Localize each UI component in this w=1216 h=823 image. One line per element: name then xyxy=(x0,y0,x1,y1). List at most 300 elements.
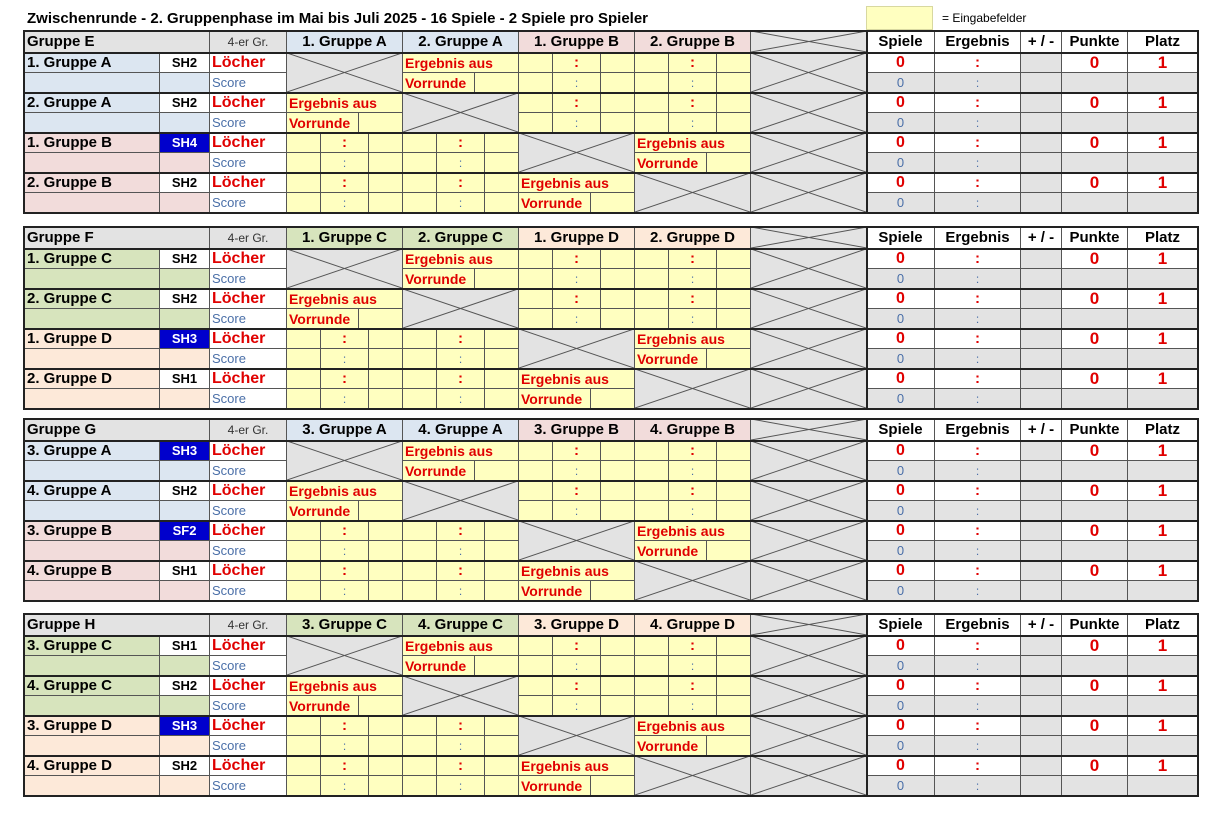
group-1-player-2-holes-colon[interactable]: : xyxy=(437,329,485,349)
group-2-player-1-score-input[interactable] xyxy=(601,481,635,501)
group-2-player-0-score-input[interactable] xyxy=(601,441,635,461)
group-1-player-0-score-colon[interactable]: : xyxy=(553,269,601,289)
group-2-player-2-score-input[interactable] xyxy=(403,521,437,541)
group-0-player-2-holes-colon[interactable]: : xyxy=(321,133,369,153)
group-3-player-2-score-input[interactable] xyxy=(287,716,321,736)
group-3-player-0-holes-colon[interactable]: : xyxy=(669,636,717,656)
group-3-player-2-badge-sub xyxy=(160,736,210,756)
group-2-player-3-score-input[interactable] xyxy=(369,561,403,581)
group-0-player-1-platz-sub xyxy=(1128,113,1198,133)
group-2-player-1-plusminus-value xyxy=(1021,481,1062,501)
group-2-player-0-spiele-value: 0 xyxy=(867,441,935,461)
group-0-player-3-holes-colon[interactable]: : xyxy=(437,173,485,193)
group-1-player-3-score-input[interactable] xyxy=(369,369,403,389)
group-2-player-2-prev-result: Ergebnis aus xyxy=(635,521,751,541)
group-3-player-3-holes-colon[interactable]: : xyxy=(437,756,485,776)
group-0-player-3-ergebnis-value: : xyxy=(935,173,1021,193)
group-2-player-2-score-colon[interactable]: : xyxy=(437,541,485,561)
group-1-player-2-score-input[interactable] xyxy=(369,349,403,369)
group-0-player-3-score-input[interactable] xyxy=(369,173,403,193)
group-0-player-1-score-input[interactable] xyxy=(601,113,635,133)
group-1-player-0-score-input[interactable] xyxy=(717,269,751,289)
group-3-player-1-platz-value: 1 xyxy=(1128,676,1198,696)
group-2-player-0-prev-input[interactable] xyxy=(475,461,519,481)
group-1-player-0-holes-colon[interactable]: : xyxy=(669,249,717,269)
group-3-player-0-score-input[interactable] xyxy=(635,656,669,676)
group-2-player-2-punkte-sub xyxy=(1062,541,1128,561)
group-3-player-1-holes-colon[interactable]: : xyxy=(669,676,717,696)
group-2-player-0-score-input[interactable] xyxy=(635,461,669,481)
group-2-player-3-holes-colon[interactable]: : xyxy=(437,561,485,581)
group-0-player-2-score-colon[interactable]: : xyxy=(321,153,369,173)
group-0-player-1-score-colon[interactable]: : xyxy=(669,113,717,133)
group-0-player-2-ergebnis-value: : xyxy=(935,133,1021,153)
group-0-player-1-score-input[interactable] xyxy=(519,93,553,113)
group-2-player-0-holes-colon[interactable]: : xyxy=(669,441,717,461)
group-0-player-2-score-colon[interactable]: : xyxy=(437,153,485,173)
group-0-player-3-score-input[interactable] xyxy=(369,193,403,213)
group-3-player-0-prev-input[interactable] xyxy=(475,656,519,676)
group-3-player-1-score-input[interactable] xyxy=(635,676,669,696)
group-2-player-0-score-input[interactable] xyxy=(717,441,751,461)
group-1-player-0-holes-colon[interactable]: : xyxy=(553,249,601,269)
group-0-player-1-score-input[interactable] xyxy=(717,113,751,133)
group-2-player-3-holes-colon[interactable]: : xyxy=(321,561,369,581)
group-3-player-3-score-input[interactable] xyxy=(485,776,519,796)
group-3-player-1-score-input[interactable] xyxy=(519,676,553,696)
group-3-player-2-holes-colon[interactable]: : xyxy=(437,716,485,736)
group-3-player-1-ergebnis-score: : xyxy=(935,696,1021,716)
group-2-player-3-score-input[interactable] xyxy=(403,561,437,581)
group-0-player-1-score-colon[interactable]: : xyxy=(553,113,601,133)
group-0-player-0-score-input[interactable] xyxy=(601,73,635,93)
group-0-player-1-empty-cross-icon xyxy=(751,93,866,132)
group-2-player-2-score-input[interactable] xyxy=(287,521,321,541)
group-2-player-2-score-input[interactable] xyxy=(369,541,403,561)
group-1-player-0-score-input[interactable] xyxy=(717,249,751,269)
group-0-player-1-cross-icon xyxy=(403,93,518,132)
group-1-player-1-score-input[interactable] xyxy=(717,289,751,309)
group-1-player-1-score-colon[interactable]: : xyxy=(669,309,717,329)
group-1-player-2-prev-result: Ergebnis aus xyxy=(635,329,751,349)
group-1-player-0-score-input[interactable] xyxy=(601,269,635,289)
group-3-player-0-score-input[interactable] xyxy=(635,636,669,656)
group-1-player-3-score-label: Score xyxy=(210,389,287,409)
group-1-player-2-score-input[interactable] xyxy=(485,329,519,349)
group-2-player-3-prev-result-sub: Vorrunde xyxy=(519,581,591,601)
group-3-player-1-holes-colon[interactable]: : xyxy=(553,676,601,696)
group-2-player-1-score-input[interactable] xyxy=(717,481,751,501)
group-1-player-2-score-label: Score xyxy=(210,349,287,369)
group-1-punkte-header: Punkte xyxy=(1062,227,1128,249)
group-0-player-3-score-colon[interactable]: : xyxy=(321,193,369,213)
group-0-player-3-prev-input[interactable] xyxy=(591,193,635,213)
group-1-player-1-score-input[interactable] xyxy=(601,309,635,329)
group-1-player-3-score-input[interactable] xyxy=(287,389,321,409)
group-3-player-0-score-colon[interactable]: : xyxy=(669,656,717,676)
group-2-player-2-spiele-value: 0 xyxy=(867,521,935,541)
group-2-player-1-score-input[interactable] xyxy=(717,501,751,521)
group-3-player-2-ergebnis-score: : xyxy=(935,736,1021,756)
group-2-player-2-plusminus-value xyxy=(1021,521,1062,541)
group-2-player-2-score-input[interactable] xyxy=(485,541,519,561)
group-3-player-3-holes-colon[interactable]: : xyxy=(321,756,369,776)
group-2-player-0-score-input[interactable] xyxy=(519,461,553,481)
group-0-player-2-ergebnis-score: : xyxy=(935,153,1021,173)
group-1-player-1-score-colon[interactable]: : xyxy=(553,309,601,329)
group-2-player-2-holes-colon[interactable]: : xyxy=(321,521,369,541)
group-0-player-2-plusminus-value xyxy=(1021,133,1062,153)
group-1-player-3-score-input[interactable] xyxy=(287,369,321,389)
group-3-player-3-punkte-sub xyxy=(1062,776,1128,796)
group-0-player-0-spiele-value: 0 xyxy=(867,53,935,73)
group-2-player-3-spiele-value: 0 xyxy=(867,561,935,581)
group-0-player-2-score-input[interactable] xyxy=(403,133,437,153)
group-0-player-1-score-input[interactable] xyxy=(635,93,669,113)
group-2-player-0-platz-sub xyxy=(1128,461,1198,481)
group-1-player-1-score-input[interactable] xyxy=(519,289,553,309)
group-2-player-2-score-input[interactable] xyxy=(485,521,519,541)
group-1-player-3-holes-colon[interactable]: : xyxy=(437,369,485,389)
group-0-player-3-name: 2. Gruppe B xyxy=(24,173,160,193)
group-1-player-1-score-input[interactable] xyxy=(519,309,553,329)
group-1-player-0-prev-input[interactable] xyxy=(475,269,519,289)
group-3-player-2-score-input[interactable] xyxy=(403,716,437,736)
group-3-player-0-score-input[interactable] xyxy=(717,636,751,656)
group-3-player-3-score-input[interactable] xyxy=(485,756,519,776)
group-1-player-3-holes-colon[interactable]: : xyxy=(321,369,369,389)
group-0-col-header: 2. Gruppe B xyxy=(635,31,751,53)
group-3-player-2-holes-colon[interactable]: : xyxy=(321,716,369,736)
group-2-player-2-score-input[interactable] xyxy=(287,541,321,561)
group-3-player-1-score-colon[interactable]: : xyxy=(553,696,601,716)
group-1-player-3-score-input[interactable] xyxy=(403,369,437,389)
group-3-player-3-platz-sub xyxy=(1128,776,1198,796)
group-2-player-0-score-input[interactable] xyxy=(717,461,751,481)
group-1-player-1-score-input[interactable] xyxy=(601,289,635,309)
group-2-player-3-score-colon[interactable]: : xyxy=(437,581,485,601)
group-1-player-3-platz-sub xyxy=(1128,389,1198,409)
group-0-player-1-score-input[interactable] xyxy=(519,113,553,133)
group-2-player-2-holes-colon[interactable]: : xyxy=(437,521,485,541)
group-1-player-0-score-input[interactable] xyxy=(635,269,669,289)
group-1-player-1-holes-colon[interactable]: : xyxy=(669,289,717,309)
group-0-player-2-score-input[interactable] xyxy=(485,133,519,153)
group-0-player-2-spiele-value: 0 xyxy=(867,133,935,153)
group-3-player-2-prev-input[interactable] xyxy=(707,736,751,756)
group-0-player-1-holes-colon[interactable]: : xyxy=(553,93,601,113)
group-0-player-0-holes-colon[interactable]: : xyxy=(553,53,601,73)
group-0-player-2-score-input[interactable] xyxy=(485,153,519,173)
group-2-player-2-score-input[interactable] xyxy=(369,521,403,541)
group-0-player-3-score-input[interactable] xyxy=(485,193,519,213)
group-1-player-0-score-input[interactable] xyxy=(519,269,553,289)
group-2-player-1-score-colon[interactable]: : xyxy=(669,501,717,521)
group-3-player-0-holes-colon[interactable]: : xyxy=(553,636,601,656)
group-0-player-0-score-input[interactable] xyxy=(601,53,635,73)
group-3-player-0-score-input[interactable] xyxy=(519,656,553,676)
group-3-player-3-locher-label: Löcher xyxy=(210,756,287,776)
group-0-player-0-score-input[interactable] xyxy=(519,73,553,93)
group-3-player-3-prev-input[interactable] xyxy=(591,776,635,796)
group-3-player-3-score-input[interactable] xyxy=(369,776,403,796)
group-3-player-3-score-colon[interactable]: : xyxy=(321,776,369,796)
group-2-player-1-ergebnis-value: : xyxy=(935,481,1021,501)
group-1-player-1-platz-sub xyxy=(1128,309,1198,329)
group-2-player-2-spiele-score: 0 xyxy=(867,541,935,561)
group-3-player-1-prev-input[interactable] xyxy=(359,696,403,716)
group-0-player-1-ergebnis-value: : xyxy=(935,93,1021,113)
group-0-player-0-score-input[interactable] xyxy=(717,73,751,93)
group-1-player-2-score-input[interactable] xyxy=(403,329,437,349)
group-2-player-1-prev-result-sub: Vorrunde xyxy=(287,501,359,521)
group-3-player-0-score-colon[interactable]: : xyxy=(553,656,601,676)
group-2-col-header: 3. Gruppe B xyxy=(519,419,635,441)
group-0-player-1-score-input[interactable] xyxy=(717,93,751,113)
group-2-player-0-holes-colon[interactable]: : xyxy=(553,441,601,461)
group-2-player-0-score-input[interactable] xyxy=(635,441,669,461)
group-0-player-1-spiele-score: 0 xyxy=(867,113,935,133)
group-2-player-1-plusminus-score xyxy=(1021,501,1062,521)
group-3-player-2-score-input[interactable] xyxy=(485,716,519,736)
group-0-player-2-empty-cross-icon xyxy=(751,133,866,172)
group-0-player-1-prev-input[interactable] xyxy=(359,113,403,133)
group-1-player-3-score-input[interactable] xyxy=(485,389,519,409)
group-0-player-1-holes-colon[interactable]: : xyxy=(669,93,717,113)
group-1-player-2-score-input[interactable] xyxy=(287,349,321,369)
group-1-player-1-empty-cross-icon xyxy=(751,289,866,328)
group-3-player-3-score-input[interactable] xyxy=(403,756,437,776)
group-1-player-0-score-input[interactable] xyxy=(635,249,669,269)
group-0-player-1-platz-value: 1 xyxy=(1128,93,1198,113)
group-3-player-2-score-colon[interactable]: : xyxy=(321,736,369,756)
group-3-player-0-score-label: Score xyxy=(210,656,287,676)
group-2-player-3-score-colon[interactable]: : xyxy=(321,581,369,601)
group-3-player-1-score-input[interactable] xyxy=(635,696,669,716)
group-2-player-1-score-input[interactable] xyxy=(519,501,553,521)
group-3-player-1-punkte-sub xyxy=(1062,696,1128,716)
group-0-player-2-score-input[interactable] xyxy=(403,153,437,173)
group-2-player-0-punkte-value: 0 xyxy=(1062,441,1128,461)
group-1-player-0-score-colon[interactable]: : xyxy=(669,269,717,289)
group-0-player-0-holes-colon[interactable]: : xyxy=(669,53,717,73)
group-2-player-2-name: 3. Gruppe B xyxy=(24,521,160,541)
group-1-player-3-score-input[interactable] xyxy=(369,389,403,409)
group-0-player-3-score-input[interactable] xyxy=(287,173,321,193)
group-3-player-3-score-input[interactable] xyxy=(287,776,321,796)
group-3-player-2-score-colon[interactable]: : xyxy=(437,736,485,756)
group-3-player-2-score-input[interactable] xyxy=(369,716,403,736)
group-1-player-3-prev-input[interactable] xyxy=(591,389,635,409)
group-1-player-2-score-input[interactable] xyxy=(369,329,403,349)
group-0-col-header: 1. Gruppe A xyxy=(287,31,403,53)
group-1-player-1-ergebnis-score: : xyxy=(935,309,1021,329)
group-1-player-2-holes-colon[interactable]: : xyxy=(321,329,369,349)
group-2-player-2-prev-result-sub: Vorrunde xyxy=(635,541,707,561)
group-0-player-2-score-input[interactable] xyxy=(369,133,403,153)
group-0-player-0-cross-icon xyxy=(287,53,402,92)
group-3-player-0-score-input[interactable] xyxy=(601,656,635,676)
group-1-player-2-badge-sub xyxy=(160,349,210,369)
group-1-player-1-name-sub xyxy=(24,309,160,329)
group-3-col-header: 4. Gruppe D xyxy=(635,614,751,636)
group-2-player-1-score-input[interactable] xyxy=(601,501,635,521)
group-0-player-3-punkte-sub xyxy=(1062,193,1128,213)
group-3-player-3-score-input[interactable] xyxy=(369,756,403,776)
group-1-player-3-score-input[interactable] xyxy=(485,369,519,389)
group-1-player-2-score-input[interactable] xyxy=(403,349,437,369)
group-2-player-0-score-colon[interactable]: : xyxy=(669,461,717,481)
group-3-player-0-prev-result-sub: Vorrunde xyxy=(403,656,475,676)
group-0-player-3-score-input[interactable] xyxy=(403,173,437,193)
group-3-player-0-locher-label: Löcher xyxy=(210,636,287,656)
group-0-player-2-holes-colon[interactable]: : xyxy=(437,133,485,153)
group-1-player-3-score-colon[interactable]: : xyxy=(321,389,369,409)
group-0-player-0-score-colon[interactable]: : xyxy=(669,73,717,93)
group-2-player-1-holes-colon[interactable]: : xyxy=(669,481,717,501)
group-3-player-2-score-input[interactable] xyxy=(369,736,403,756)
group-1-player-0-score-input[interactable] xyxy=(519,249,553,269)
group-3-player-1-score-input[interactable] xyxy=(717,696,751,716)
group-2-player-3-score-input[interactable] xyxy=(287,561,321,581)
group-0-player-2-score-input[interactable] xyxy=(287,153,321,173)
group-1-player-0-score-input[interactable] xyxy=(601,249,635,269)
group-1-player-3-empty-cross-icon xyxy=(751,369,866,408)
group-3-player-0-score-input[interactable] xyxy=(717,656,751,676)
group-3-player-0-score-input[interactable] xyxy=(519,636,553,656)
group-0-player-3-score-input[interactable] xyxy=(485,173,519,193)
group-2-player-3-score-input[interactable] xyxy=(403,581,437,601)
group-2-player-1-prev-result: Ergebnis aus xyxy=(287,481,403,501)
group-3-player-2-score-input[interactable] xyxy=(287,736,321,756)
group-2-player-0-score-input[interactable] xyxy=(519,441,553,461)
group-0-player-0-prev-result: Ergebnis aus xyxy=(403,53,519,73)
group-1-player-1-score-input[interactable] xyxy=(635,309,669,329)
group-0-player-0-score-input[interactable] xyxy=(635,73,669,93)
group-0-player-3-badge-sub xyxy=(160,193,210,213)
group-2-player-0-empty-cross-icon xyxy=(751,441,866,480)
group-1-player-1-score-input[interactable] xyxy=(635,289,669,309)
group-2-player-1-prev-input[interactable] xyxy=(359,501,403,521)
group-1-player-1-prev-input[interactable] xyxy=(359,309,403,329)
group-3-player-1-locher-label: Löcher xyxy=(210,676,287,696)
group-2-player-3-score-input[interactable] xyxy=(485,581,519,601)
group-0-player-2-prev-input[interactable] xyxy=(707,153,751,173)
group-2-player-0-platz-value: 1 xyxy=(1128,441,1198,461)
group-0-player-1-score-input[interactable] xyxy=(635,113,669,133)
group-3-player-1-score-input[interactable] xyxy=(601,696,635,716)
group-3-player-3-score-input[interactable] xyxy=(403,776,437,796)
group-3-player-1-prev-result: Ergebnis aus xyxy=(287,676,403,696)
group-0-player-0-score-input[interactable] xyxy=(519,53,553,73)
group-0-player-1-ergebnis-score: : xyxy=(935,113,1021,133)
group-3-player-0-score-input[interactable] xyxy=(601,636,635,656)
group-1-player-3-badge-sub xyxy=(160,389,210,409)
group-2-player-0-score-colon[interactable]: : xyxy=(553,461,601,481)
group-3-player-2-score-input[interactable] xyxy=(403,736,437,756)
group-1-player-0-cross-icon xyxy=(287,249,402,288)
group-2-player-0-locher-label: Löcher xyxy=(210,441,287,461)
group-1-format: 4-er Gr. xyxy=(210,227,287,249)
group-1-player-3-plusminus-value xyxy=(1021,369,1062,389)
group-0-format: 4-er Gr. xyxy=(210,31,287,53)
group-0-player-3-holes-colon[interactable]: : xyxy=(321,173,369,193)
group-3-player-3-score-input[interactable] xyxy=(287,756,321,776)
group-2-player-1-score-input[interactable] xyxy=(635,481,669,501)
group-3-player-3-score-colon[interactable]: : xyxy=(437,776,485,796)
group-1-player-3-score-input[interactable] xyxy=(403,389,437,409)
group-1-player-2-prev-input[interactable] xyxy=(707,349,751,369)
group-0-player-1-score-input[interactable] xyxy=(601,93,635,113)
group-2-player-3-score-input[interactable] xyxy=(485,561,519,581)
group-3-col-header: 3. Gruppe C xyxy=(287,614,403,636)
group-1-player-2-ergebnis-score: : xyxy=(935,349,1021,369)
group-2-player-2-prev-input[interactable] xyxy=(707,541,751,561)
group-1-player-0-handicap-badge: SH2 xyxy=(160,249,210,269)
group-3-player-0-plusminus-score xyxy=(1021,656,1062,676)
group-3-player-2-punkte-value: 0 xyxy=(1062,716,1128,736)
group-0-player-2-score-input[interactable] xyxy=(287,133,321,153)
group-0-player-3-score-input[interactable] xyxy=(287,193,321,213)
group-1-player-0-platz-value: 1 xyxy=(1128,249,1198,269)
group-2-player-3-spiele-score: 0 xyxy=(867,581,935,601)
group-2-player-3-prev-result: Ergebnis aus xyxy=(519,561,635,581)
group-1-player-2-score-colon[interactable]: : xyxy=(437,349,485,369)
group-1-player-1-handicap-badge: SH2 xyxy=(160,289,210,309)
group-2-player-2-score-colon[interactable]: : xyxy=(321,541,369,561)
group-3-player-1-score-colon[interactable]: : xyxy=(669,696,717,716)
group-1-player-1-holes-colon[interactable]: : xyxy=(553,289,601,309)
group-2-format: 4-er Gr. xyxy=(210,419,287,441)
group-3-player-0-spiele-value: 0 xyxy=(867,636,935,656)
group-0-player-3-score-input[interactable] xyxy=(403,193,437,213)
group-2-player-1-score-colon[interactable]: : xyxy=(553,501,601,521)
group-1-player-2-score-colon[interactable]: : xyxy=(321,349,369,369)
group-0-player-0-score-input[interactable] xyxy=(717,53,751,73)
group-0-player-1-score-label: Score xyxy=(210,113,287,133)
group-2-player-1-score-input[interactable] xyxy=(519,481,553,501)
group-1-player-0-locher-label: Löcher xyxy=(210,249,287,269)
group-3-player-2-score-input[interactable] xyxy=(485,736,519,756)
group-1-player-3-name-sub xyxy=(24,389,160,409)
group-1-player-2-score-input[interactable] xyxy=(287,329,321,349)
group-0-player-3-score-colon[interactable]: : xyxy=(437,193,485,213)
group-2-player-3-score-input[interactable] xyxy=(369,581,403,601)
group-1-player-3-punkte-sub xyxy=(1062,389,1128,409)
group-1-player-0-name: 1. Gruppe C xyxy=(24,249,160,269)
group-2-player-2-score-input[interactable] xyxy=(403,541,437,561)
group-2-player-1-holes-colon[interactable]: : xyxy=(553,481,601,501)
group-3-player-1-score-input[interactable] xyxy=(601,676,635,696)
group-1-player-3-score-colon[interactable]: : xyxy=(437,389,485,409)
group-0-col-header: 2. Gruppe A xyxy=(403,31,519,53)
group-2-player-0-score-input[interactable] xyxy=(601,461,635,481)
group-2-player-3-score-input[interactable] xyxy=(287,581,321,601)
group-1-player-2-score-input[interactable] xyxy=(485,349,519,369)
group-2-player-3-prev-input[interactable] xyxy=(591,581,635,601)
group-2-player-1-score-input[interactable] xyxy=(635,501,669,521)
group-0-player-0-score-colon[interactable]: : xyxy=(553,73,601,93)
group-0-player-0-punkte-sub xyxy=(1062,73,1128,93)
group-0-player-0-score-input[interactable] xyxy=(635,53,669,73)
group-3-player-3-name-sub xyxy=(24,776,160,796)
group-3-plusminus-header: + / - xyxy=(1021,614,1062,636)
group-0-player-2-score-input[interactable] xyxy=(369,153,403,173)
group-3-player-1-score-input[interactable] xyxy=(717,676,751,696)
group-0-player-0-prev-input[interactable] xyxy=(475,73,519,93)
group-1-player-1-score-input[interactable] xyxy=(717,309,751,329)
group-3-player-1-score-input[interactable] xyxy=(519,696,553,716)
